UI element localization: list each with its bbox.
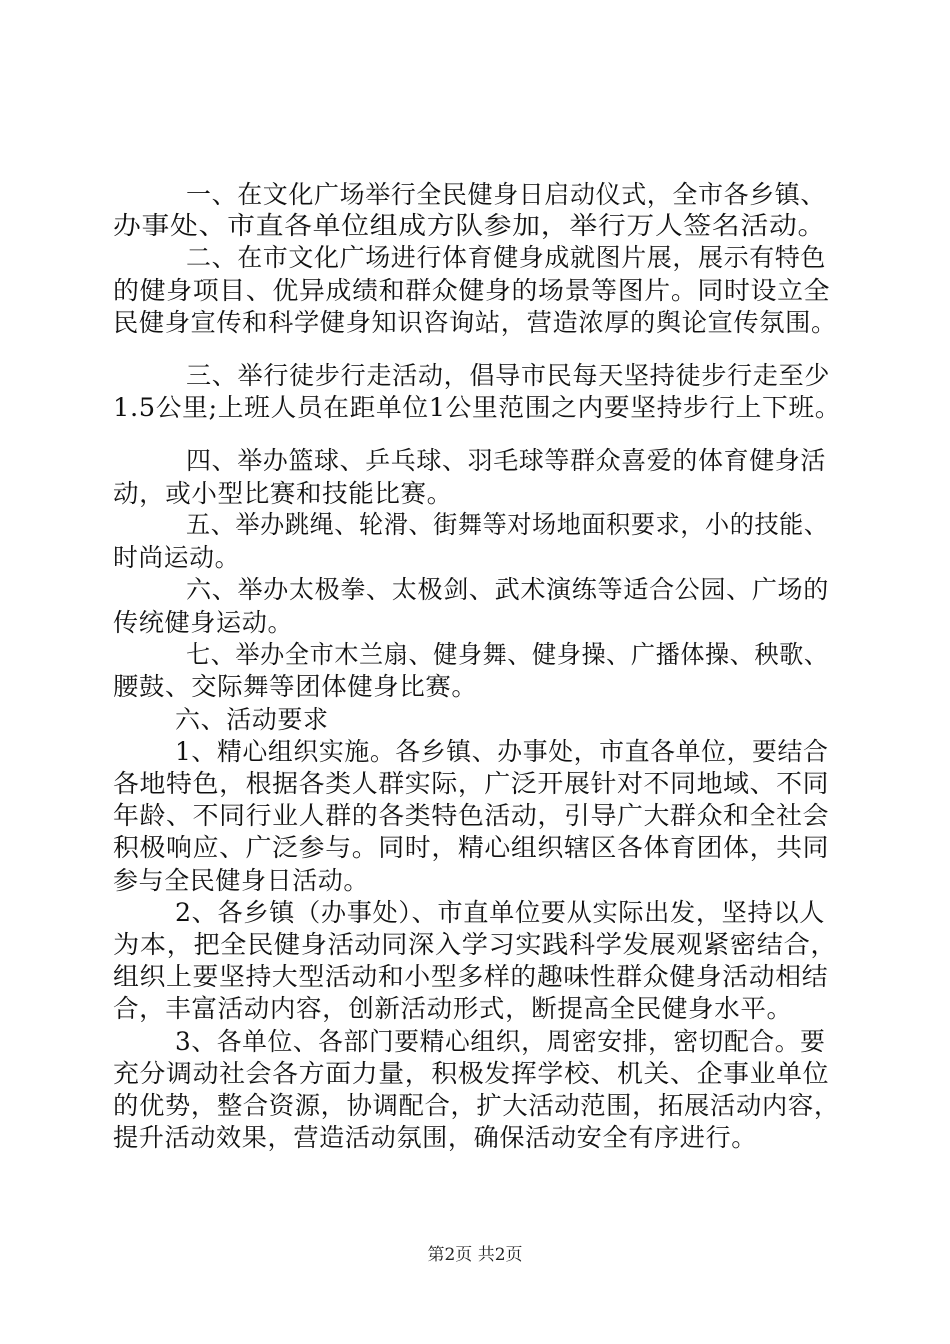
text-line: 时尚运动。	[113, 543, 241, 572]
page-footer: 第2页 共2页	[427, 1245, 523, 1265]
section-heading: 六、活动要求	[175, 705, 329, 734]
text-line: 各地特色，根据各类人群实际，广泛开展针对不同地域、不同	[113, 769, 830, 798]
text-line: 四、举办篮球、乒乓球、羽毛球等群众喜爱的体育健身活	[186, 446, 827, 475]
text-line: 提升活动效果，营造活动氛围，确保活动安全有序进行。	[113, 1123, 758, 1152]
text-line: 传统健身运动。	[113, 608, 294, 637]
text-line: 1、精心组织实施。各乡镇、办事处，市直各单位，要结合	[175, 737, 829, 766]
text-line: 年龄、不同行业人群的各类特色活动，引导广大群众和全社会	[113, 801, 830, 830]
text-line: 充分调动社会各方面力量，积极发挥学校、机关、企事业单位	[113, 1059, 830, 1088]
text-line: 为本，把全民健身活动同深入学习实践科学发展观紧密结合，	[113, 930, 838, 959]
text-line: 民健身宣传和科学健身知识咨询站，营造浓厚的舆论宣传氛围。	[113, 308, 837, 337]
text-line: 的健身项目、优异成绩和群众健身的场景等图片。同时设立全	[113, 276, 831, 305]
text-line: 二、在市文化广场进行体育健身成就图片展，展示有特色	[186, 243, 827, 272]
text-line: 动，或小型比赛和技能比赛。	[113, 479, 453, 508]
text-line: 腰鼓、交际舞等团体健身比赛。	[113, 672, 478, 701]
text-line: 2、各乡镇（办事处）、市直单位要从实际出发，坚持以人	[175, 898, 826, 927]
text-line: 三、举行徒步行走活动，倡导市民每天坚持徒步行走至少	[186, 361, 831, 390]
text-line: 合，丰富活动内容，创新活动形式，断提高全民健身水平。	[113, 994, 793, 1023]
text-line: 五、举办跳绳、轮滑、街舞等对场地面积要求，小的技能、	[186, 510, 829, 539]
text-line: 参与全民健身日活动。	[113, 866, 370, 895]
text-line: 3、各单位、各部门要精心组织，周密安排，密切配合。要	[175, 1027, 826, 1056]
text-line: 办事处、市直各单位组成方队参加，举行万人签名活动。	[113, 211, 827, 240]
text-line: 1.5公里;上班人员在距单位1公里范围之内要坚持步行上下班。	[113, 393, 842, 422]
text-line: 一、在文化广场举行全民健身日启动仪式，全市各乡镇、	[186, 180, 827, 209]
text-line: 积极响应、广泛参与。同时，精心组织辖区各体育团体，共同	[113, 833, 830, 862]
text-line: 六、举办太极拳、太极剑、武术演练等适合公园、广场的	[186, 575, 830, 604]
text-line: 的优势，整合资源，协调配合，扩大活动范围，拓展活动内容，	[113, 1091, 840, 1120]
text-line: 七、举办全市木兰扇、健身舞、健身操、广播体操、秧歌、	[186, 640, 829, 669]
text-line: 组织上要坚持大型活动和小型多样的趣味性群众健身活动相结	[113, 962, 829, 991]
